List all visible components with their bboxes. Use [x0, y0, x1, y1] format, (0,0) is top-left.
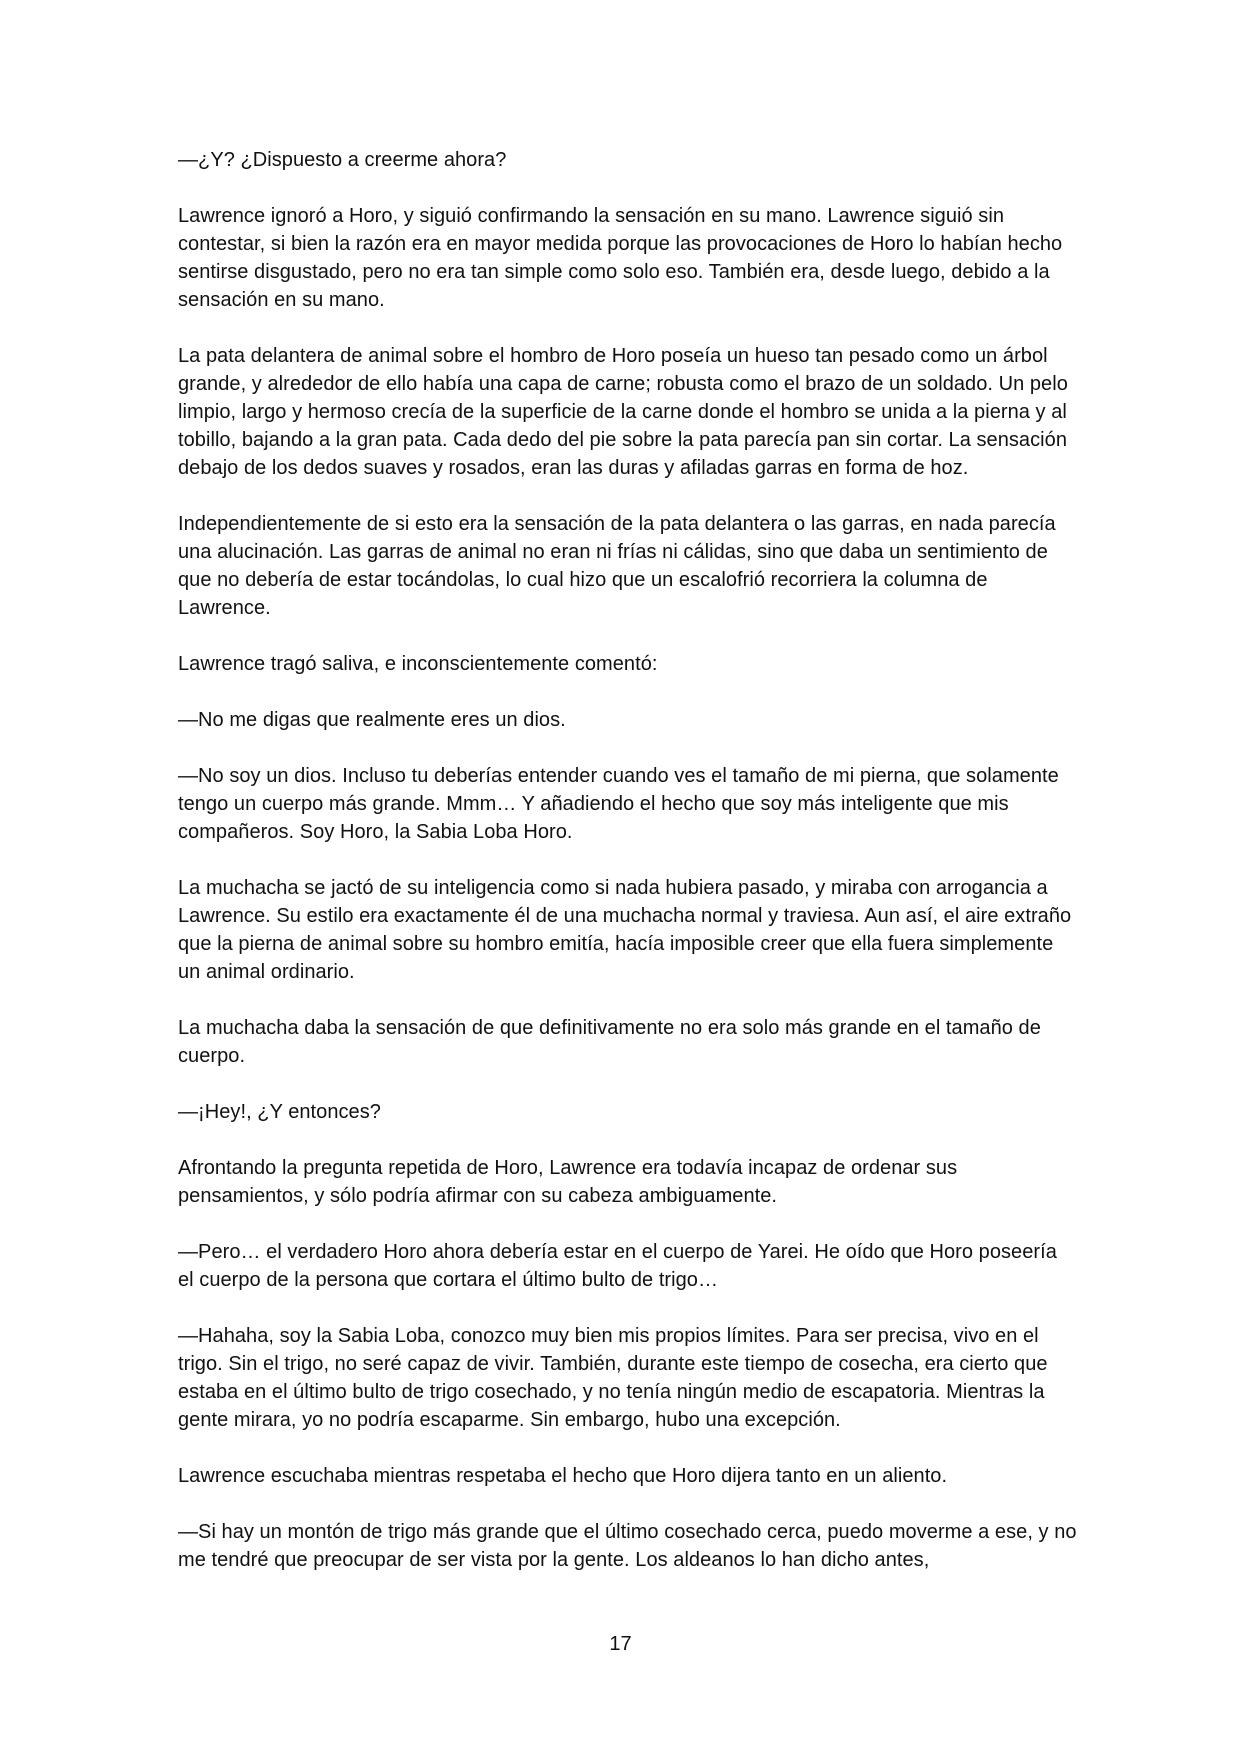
paragraph-4: Independientemente de si esto era la sensación de la pata delantera o las garras, en nada parecía una alucinación. Las garras de animal no eran ni frías ni cálidas, sino que daba un sentimiento de que no debería de estar tocándolas, lo cual hizo que un escalofrió recorriera la columna de Lawrence. — [178, 513, 1056, 619]
paragraph-7: —No soy un dios. Incluso tu deberías entender cuando ves el tamaño de mi pierna, que solamente tengo un cuerpo más grande. Mmm… Y añadiendo el hecho que soy más inteligente que mis compañeros. Soy Horo, la Sabia Loba Horo. — [178, 765, 1059, 843]
body-text — [178, 146, 1078, 1602]
paragraph-10: —¡Hey!, ¿Y entonces? — [178, 1101, 381, 1123]
paragraph-5: Lawrence tragó saliva, e inconscientemente comentó: — [178, 653, 658, 675]
paragraph-8: La muchacha se jactó de su inteligencia como si nada hubiera pasado, y miraba con arrogancia a Lawrence. Su estilo era exactamente él de una muchacha normal y traviesa. Aun así, el aire extraño que la pierna de animal sobre su hombro emitía, hacía imposible creer que ella fuera simplemente un animal ordinario. — [178, 877, 1072, 983]
paragraph-13: —Hahaha, soy la Sabia Loba, conozco muy bien mis propios límites. Para ser precisa, vivo en el trigo. Sin el trigo, no seré capaz de vivir. También, durante este tiempo de cosecha, era cierto que estaba en el último bulto de trigo cosechado, y no tenía ningún medio de escapatoria. Mientras la gente mirara, yo no podría escaparme. Sin embargo, hubo una excepción. — [178, 1325, 1048, 1431]
paragraph-6: —No me digas que realmente eres un dios. — [178, 709, 566, 731]
paragraph-3: La pata delantera de animal sobre el hombro de Horo poseía un hueso tan pesado como un árbol grande, y alrededor de ello había una capa de carne; robusta como el brazo de un soldado. Un pelo limpio, largo y hermoso crecía de la superficie de la carne donde el hombro se unida a la pierna y al tobillo, bajando a la gran pata. Cada dedo del pie sobre la pata parecía pan sin cortar. La sensación debajo de los dedos suaves y rosados, eran las duras y afiladas garras en forma de hoz. — [178, 345, 1068, 479]
paragraph-1: —¿Y? ¿Dispuesto a creerme ahora? — [178, 149, 507, 171]
paragraph-12: —Pero… el verdadero Horo ahora debería estar en el cuerpo de Yarei. He oído que Horo poseería el cuerpo de la persona que cortara el último bulto de trigo… — [178, 1241, 1057, 1291]
paragraph-15: —Si hay un montón de trigo más grande que el último cosechado cerca, puedo moverme a ese, y no me tendré que preocupar de ser vista por la gente. Los aldeanos lo han dicho antes, — [178, 1521, 1077, 1571]
paragraph-2: Lawrence ignoró a Horo, y siguió confirmando la sensación en su mano. Lawrence siguió sin contestar, si bien la razón era en mayor medida porque las provocaciones de Horo lo habían hecho sentirse disgustado, pero no era tan simple como solo eso. También era, desde luego, debido a la sensación en su mano. — [178, 205, 1063, 311]
page-number: 17 — [609, 1633, 632, 1655]
paragraph-9: La muchacha daba la sensación de que definitivamente no era solo más grande en el tamaño de cuerpo. — [178, 1017, 1041, 1067]
paragraph-14: Lawrence escuchaba mientras respetaba el hecho que Horo dijera tanto en un aliento. — [178, 1465, 948, 1487]
paragraph-11: Afrontando la pregunta repetida de Horo, Lawrence era todavía incapaz de ordenar sus pensamientos, y sólo podría afirmar con su cabeza ambiguamente. — [178, 1157, 958, 1207]
